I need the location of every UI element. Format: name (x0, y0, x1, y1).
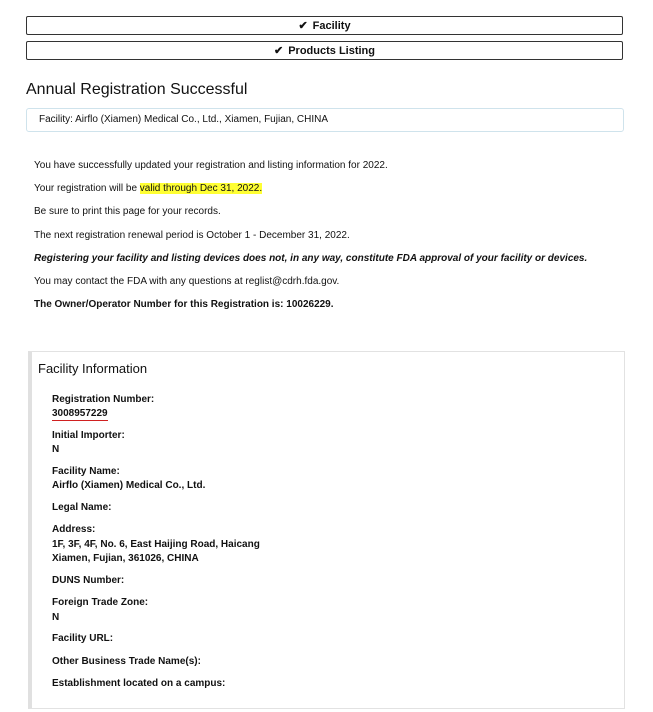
facility-url-label: Facility URL: (52, 633, 114, 644)
checkmark-icon: ✔ (274, 45, 284, 57)
registration-number-value: 3008957229 (52, 408, 108, 419)
address-line2: Xiamen, Fujian, 361026, CHINA (52, 553, 199, 564)
valid-prefix: Your registration will be (34, 183, 140, 194)
valid-through-highlight: valid through Dec 31, 2022. (139, 183, 263, 194)
facility-name-label: Facility Name: (52, 466, 120, 477)
foreign-trade-zone-label: Foreign Trade Zone: (52, 597, 149, 608)
checkmark-icon: ✔ (298, 20, 308, 32)
registration-number-wrap (52, 408, 108, 419)
tab-products-listing[interactable] (26, 41, 623, 60)
registration-number-label: Registration Number: (52, 394, 155, 405)
owner-operator-message: The Owner/Operator Number for this Registration is: 10026229. (34, 299, 334, 310)
address-line1: 1F, 3F, 4F, No. 6, East Haijing Road, Haicang (52, 539, 260, 550)
initial-importer-value: N (52, 444, 60, 455)
facility-information-title: Facility Information (38, 361, 148, 376)
address-label: Address: (52, 524, 96, 535)
tab-facility[interactable] (26, 16, 623, 35)
foreign-trade-zone-value: N (52, 612, 60, 623)
page-title: Annual Registration Successful (26, 81, 248, 98)
contact-message: You may contact the FDA with any questions at reglist@cdrh.fda.gov. (34, 276, 340, 287)
tab-facility-label: Facility (312, 19, 351, 32)
legal-name-label: Legal Name: (52, 502, 112, 513)
tab-products-listing-label: Products Listing (288, 44, 375, 57)
disclaimer-message: Registering your facility and listing devices does not, in any way, constitute FDA approval of your facility or devices. (34, 253, 588, 264)
valid-through-message (34, 183, 262, 194)
facility-banner: Facility: Airflo (Xiamen) Medical Co., Ltd., Xiamen, Fujian, CHINA (26, 108, 624, 132)
print-message: Be sure to print this page for your records. (34, 206, 221, 217)
campus-label: Establishment located on a campus: (52, 678, 226, 689)
duns-number-label: DUNS Number: (52, 575, 125, 586)
updated-message: You have successfully updated your registration and listing information for 2022. (34, 160, 388, 171)
other-trade-names-label: Other Business Trade Name(s): (52, 656, 201, 667)
renewal-message: The next registration renewal period is October 1 - December 31, 2022. (34, 230, 350, 241)
facility-name-value: Airflo (Xiamen) Medical Co., Ltd. (52, 480, 206, 491)
initial-importer-label: Initial Importer: (52, 430, 125, 441)
